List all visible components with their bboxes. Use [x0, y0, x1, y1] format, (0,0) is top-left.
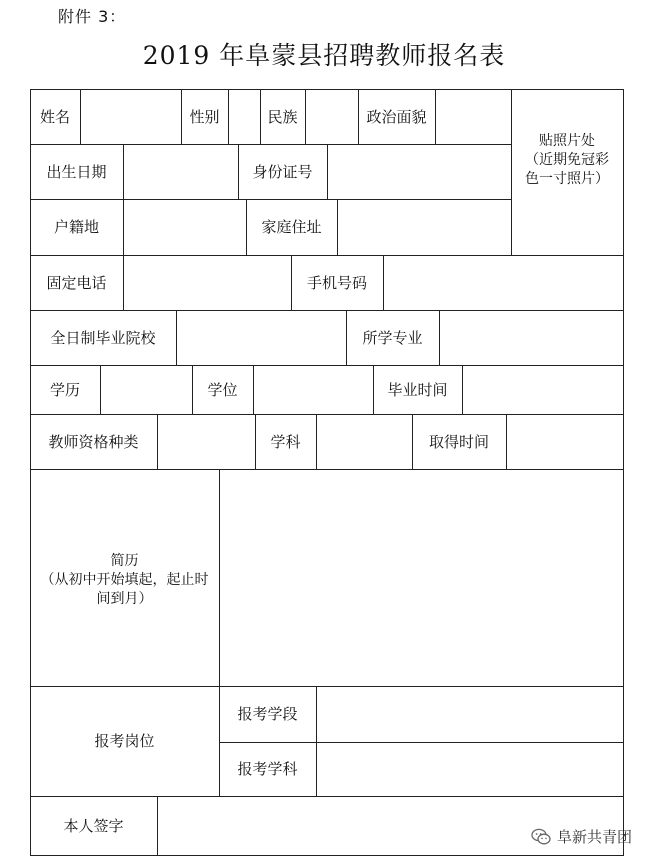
form-title: 2019 年阜蒙县招聘教师报名表: [142, 41, 506, 70]
mobile-field[interactable]: [384, 256, 623, 310]
id-number-label: 身份证号: [252, 162, 313, 181]
attachment-label: 附件 3：: [58, 7, 127, 26]
wechat-icon: [531, 828, 551, 846]
major-label: 所学专业: [362, 328, 423, 347]
resume-label: [30, 469, 219, 686]
birth-date-field[interactable]: [124, 145, 238, 199]
home-address-field[interactable]: [338, 200, 511, 255]
landline-label: 固定电话: [46, 273, 107, 292]
education-field[interactable]: [101, 366, 192, 414]
resume-field[interactable]: [220, 470, 623, 686]
gender-label: 性别: [189, 107, 220, 126]
photo-placeholder[interactable]: [511, 89, 623, 255]
education-label: 学历: [49, 380, 80, 399]
obtain-time-field[interactable]: [507, 415, 623, 469]
resume-label-line3: 间到月）: [96, 591, 153, 607]
household-registration-label: 户籍地: [53, 218, 99, 236]
registration-form-table: [30, 89, 624, 856]
major-field[interactable]: [440, 311, 623, 365]
mobile-label: 手机号码: [306, 273, 367, 292]
apply-stage-label: 报考学段: [237, 705, 298, 723]
graduation-time-field[interactable]: [463, 366, 623, 414]
political-status-field[interactable]: [436, 90, 511, 144]
watermark: [531, 826, 632, 847]
teacher-cert-type-field[interactable]: [158, 415, 255, 469]
obtain-time-label: 取得时间: [428, 432, 489, 451]
ethnicity-field[interactable]: [306, 90, 358, 144]
landline-field[interactable]: [124, 256, 291, 310]
ethnicity-label: 民族: [267, 107, 298, 126]
gender-field[interactable]: [229, 90, 260, 144]
birth-date-label: 出生日期: [46, 162, 107, 181]
apply-subject-label: 报考学科: [237, 760, 298, 778]
photo-label-line3: 色一寸照片）: [525, 170, 609, 187]
subject-field[interactable]: [317, 415, 412, 469]
watermark-text: 阜新共青团: [556, 828, 632, 846]
apply-stage-field[interactable]: [317, 687, 623, 742]
name-label: 姓名: [39, 107, 70, 126]
household-registration-field[interactable]: [124, 200, 246, 255]
graduation-time-label: 毕业时间: [387, 380, 448, 399]
apply-position-label: 报考岗位: [94, 732, 155, 750]
apply-subject-field[interactable]: [317, 743, 623, 796]
signature-label: 本人签字: [63, 816, 124, 835]
resume-label-line2: （从初中开始填起，起止时: [40, 572, 209, 588]
id-number-field[interactable]: [328, 145, 511, 199]
full-time-school-label: 全日制毕业院校: [50, 328, 156, 347]
photo-label-line2: （近期免冠彩: [525, 151, 609, 168]
home-address-label: 家庭住址: [261, 218, 322, 236]
resume-label-line1: 简历: [110, 553, 139, 569]
subject-label: 学科: [270, 432, 301, 451]
name-field[interactable]: [81, 90, 181, 144]
table-border-right: [623, 89, 624, 856]
political-status-label: 政治面貌: [366, 107, 427, 126]
teacher-cert-type-label: 教师资格种类: [48, 432, 139, 451]
photo-label-line1: 贴照片处: [539, 132, 595, 149]
full-time-school-field[interactable]: [177, 311, 346, 365]
degree-label: 学位: [207, 380, 238, 399]
degree-field[interactable]: [254, 366, 373, 414]
table-border-bottom: [30, 855, 624, 856]
